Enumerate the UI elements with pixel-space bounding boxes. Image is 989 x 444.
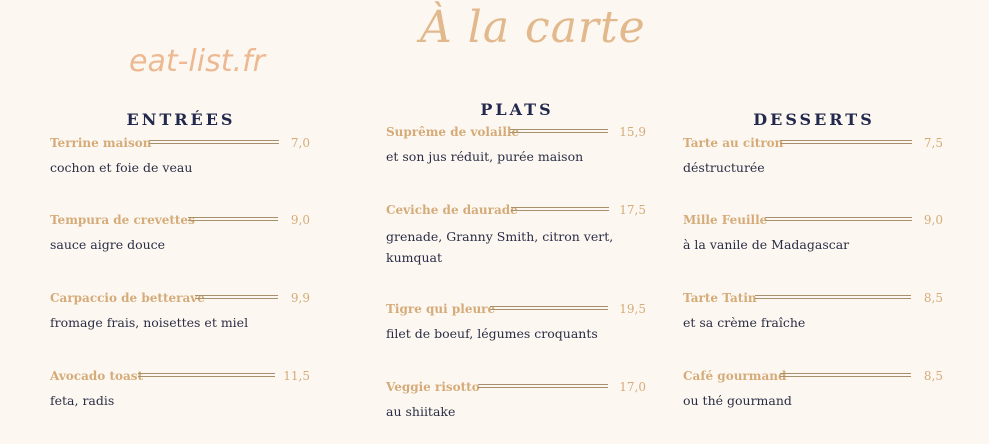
item-price: 8,5: [923, 291, 943, 305]
item-name: Terrine maison: [50, 136, 152, 150]
item-description: cochon et foie de veau: [50, 160, 193, 175]
menu-item: [386, 202, 648, 268]
item-price: 17,5: [619, 203, 646, 217]
menu-item: [50, 212, 312, 255]
dotted-leader: [138, 373, 275, 377]
item-price: 9,0: [290, 213, 310, 227]
menu-item: [386, 124, 648, 167]
item-price: 9,9: [290, 291, 310, 305]
item-name: Veggie risotto: [386, 380, 480, 394]
item-name: Mille Feuille: [683, 213, 768, 227]
item-description: filet de boeuf, légumes croquants: [386, 326, 598, 341]
item-name: Tempura de crevettes: [50, 213, 195, 227]
item-price: 8,5: [923, 369, 943, 383]
dotted-leader: [188, 217, 278, 221]
item-price: 19,5: [619, 302, 646, 316]
item-price: 7,5: [923, 136, 943, 150]
menu-item: [386, 301, 648, 344]
menu-item: [683, 135, 945, 178]
item-name: Carpaccio de betterave: [50, 291, 205, 305]
menu-item: [386, 379, 648, 422]
dotted-leader: [510, 129, 608, 133]
dotted-leader: [780, 373, 911, 377]
item-description: ou thé gourmand: [683, 393, 792, 408]
item-description: et sa crème fraîche: [683, 315, 806, 330]
column-heading: ENTRÉES: [126, 110, 236, 129]
column-heading: DESSERTS: [753, 110, 875, 129]
item-description: déstructurée: [683, 160, 765, 175]
dotted-leader: [149, 140, 279, 144]
item-name: Tarte Tatin: [683, 291, 757, 305]
item-description: feta, radis: [50, 393, 115, 408]
item-price: 9,0: [923, 213, 943, 227]
dotted-leader: [511, 207, 609, 211]
dotted-leader: [478, 384, 608, 388]
item-name: Suprême de volaille: [386, 125, 520, 139]
item-description: et son jus réduit, purée maison: [386, 149, 584, 164]
menu-item: [50, 135, 312, 178]
item-price: 11,5: [283, 369, 310, 383]
item-name: Ceviche de daurade: [386, 203, 518, 217]
item-description: sauce aigre douce: [50, 237, 166, 252]
dotted-leader: [490, 306, 608, 310]
item-price: 17,0: [619, 380, 646, 394]
item-description: grenade, Granny Smith, citron vert,: [386, 229, 614, 244]
menu-item: [683, 290, 945, 333]
item-description: fromage frais, noisettes et miel: [50, 315, 249, 330]
item-description: au shiitake: [386, 404, 456, 419]
menu-item: [683, 212, 945, 255]
menu-item: [683, 368, 945, 411]
item-name: Tarte au citron: [683, 136, 784, 150]
menu-item: [50, 290, 312, 333]
menu-title: À la carte: [420, 2, 646, 53]
item-price: 7,0: [290, 136, 310, 150]
item-description: à la vanile de Madagascar: [683, 237, 850, 252]
dotted-leader: [755, 295, 911, 299]
dotted-leader: [765, 217, 912, 221]
item-description: kumquat: [386, 250, 443, 265]
item-name: Avocado toast: [50, 369, 144, 383]
menu-item: [50, 368, 312, 411]
item-price: 15,9: [619, 125, 646, 139]
column-heading: PLATS: [480, 100, 554, 119]
dotted-leader: [195, 295, 278, 299]
item-name: Tigre qui pleure: [386, 302, 496, 316]
item-name: Café gourmand: [683, 369, 787, 383]
dotted-leader: [780, 140, 912, 144]
watermark-logo: eat-list.fr: [129, 44, 265, 79]
